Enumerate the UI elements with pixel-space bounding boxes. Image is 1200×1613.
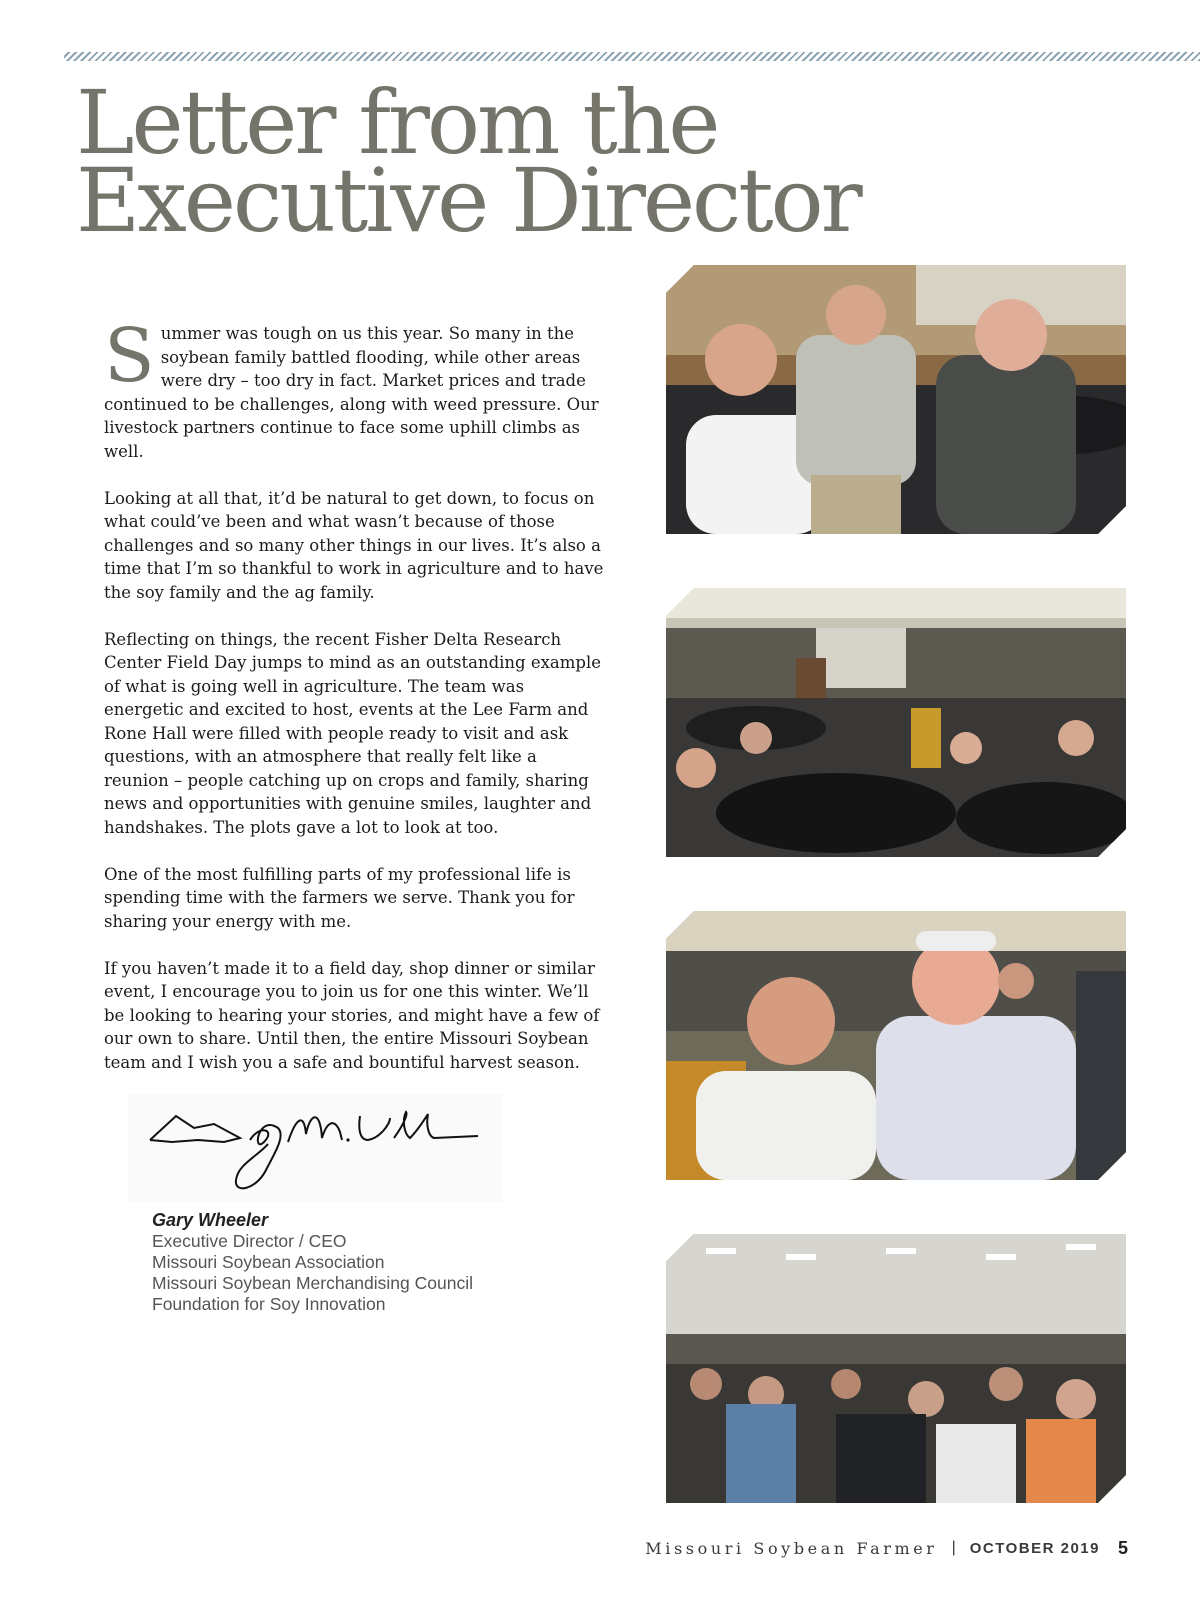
drop-cap: S <box>104 313 155 399</box>
letter-body <box>104 313 604 1098</box>
letter-paragraph-5: If you haven’t made it to a field day, shop dinner or similar event, I encourage you to join us for one this winter. We’ll be looking to hearing your stories, and might have a few of our own to share. Until then, the entire Missouri Soybean team and I wish you a safe and bountiful harvest season. <box>104 958 600 1072</box>
letter-paragraph-3: Reflecting on things, the recent Fisher Delta Research Center Field Day jumps to mind as an outstanding example of what is going well in agriculture. The team was energetic and excited to host, events at the Lee Farm and Rone Hall were filled with people ready to visit and ask questions, with an atmosphere that really felt like a reunion – people catching up on crops and family, sharing news and opportunities with genuine smiles, laughter and handshakes. The plots gave a lot to look at too. <box>104 629 602 837</box>
signer-title: Executive Director / CEO <box>152 1231 347 1251</box>
signature-drawing <box>128 1094 502 1202</box>
handwritten-signature <box>128 1094 502 1202</box>
signer-name: Gary Wheeler <box>152 1210 269 1230</box>
signer-org-1: Missouri Soybean Association <box>152 1252 385 1272</box>
photo-two-men-posing <box>666 911 1126 1180</box>
page-number: 5 <box>1117 1537 1128 1558</box>
letter-paragraph-1 <box>104 313 604 463</box>
letter-paragraph-1-text: ummer was tough on us this year. So many in the soybean family battled flooding, while other areas were dry – too dry in fact. Market prices and trade continued to be challenges, along with weed pressure. Our livestock partners continue to face some uphill climbs as well. <box>104 324 599 461</box>
letter-paragraph-2: Looking at all that, it’d be natural to get down, to focus on what could’ve been and what wasn’t because of those challenges and so many other things in our lives. It’s also a time that I’m so thankful to work in agriculture and to have the soy family and the ag family. <box>104 488 604 602</box>
footer-separator: | <box>951 1539 956 1556</box>
page-footer <box>645 1536 1128 1560</box>
letter-paragraph-4: One of the most fulfilling parts of my professional life is spending time with the farmers we serve. Thank you for sharing your energy with me. <box>104 864 575 931</box>
signature-block <box>152 1210 473 1315</box>
magazine-name: Missouri Soybean Farmer <box>645 1538 938 1558</box>
photo-banquet-hall-speaker <box>666 588 1126 857</box>
page-title: Letter from the Executive Director <box>76 71 860 252</box>
photo-three-men-talking <box>666 265 1126 534</box>
photo-crowded-dinner-hall <box>666 1234 1126 1503</box>
signer-org-2: Missouri Soybean Merchandising Council <box>152 1273 473 1293</box>
issue-date: OCTOBER 2019 <box>969 1539 1100 1557</box>
signer-org-3: Foundation for Soy Innovation <box>152 1294 386 1314</box>
top-decorative-stripe <box>64 52 1200 61</box>
